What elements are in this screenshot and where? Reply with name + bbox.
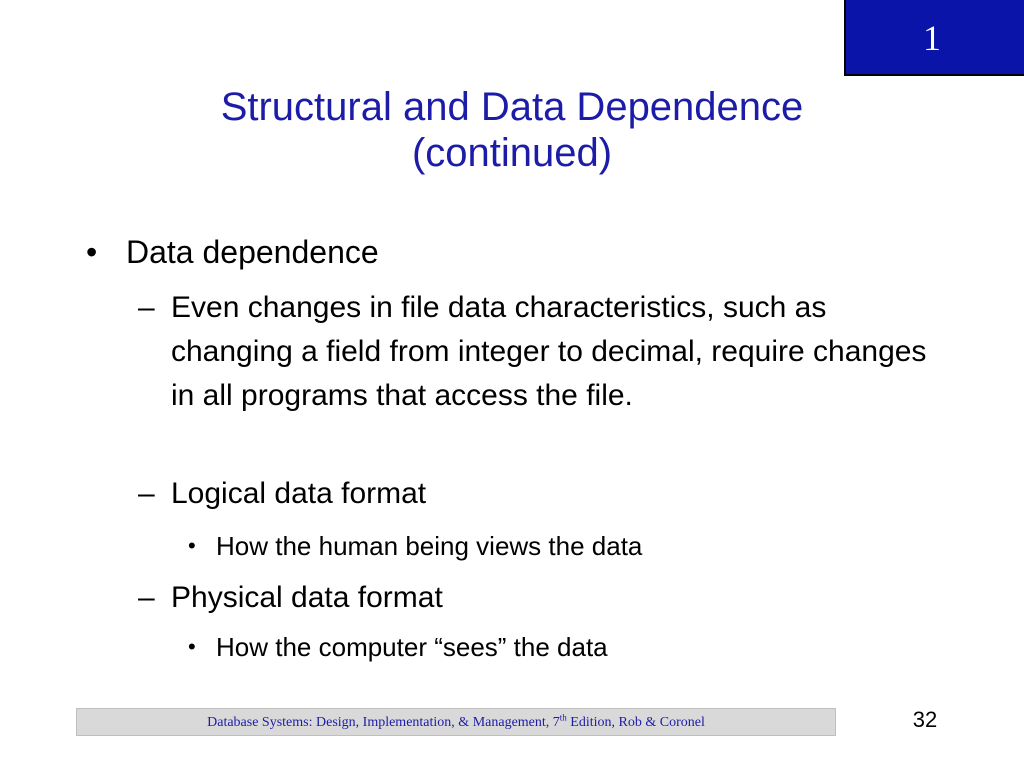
chapter-number-box xyxy=(844,0,1024,76)
dash-icon: – xyxy=(138,477,155,510)
sub-bullet-text: Even changes in file data characteristics, such as changing a field from integer to decimal, require changes in all programs that access the file. xyxy=(171,291,927,412)
slide-title xyxy=(100,84,924,176)
footer-bar xyxy=(76,708,836,736)
footer-text-main: Database Systems: Design, Implementation, & Management, 7 xyxy=(207,715,560,730)
slide-title-line-1: Structural and Data Dependence xyxy=(220,85,804,129)
bullet-icon: • xyxy=(188,533,196,558)
detail-bullet-text: How the computer “sees” the data xyxy=(216,632,608,662)
page-number: 32 xyxy=(912,707,938,732)
dash-icon: – xyxy=(138,291,155,324)
chapter-number: 1 xyxy=(923,18,941,58)
footer-text-tail: Edition, Rob & Coronel xyxy=(566,715,705,730)
footer-citation xyxy=(77,714,835,732)
footer-superscript: th xyxy=(559,712,567,723)
detail-bullet-text: How the human being views the data xyxy=(216,531,643,561)
bullet-text: Data dependence xyxy=(126,234,379,270)
bullet-icon: • xyxy=(188,634,196,659)
bullet-icon: • xyxy=(86,234,98,270)
sub-bullet-text: Physical data format xyxy=(171,581,443,614)
dash-icon: – xyxy=(138,581,155,614)
sub-bullet-text: Logical data format xyxy=(171,477,427,510)
slide-title-line-2: (continued) xyxy=(411,131,613,175)
